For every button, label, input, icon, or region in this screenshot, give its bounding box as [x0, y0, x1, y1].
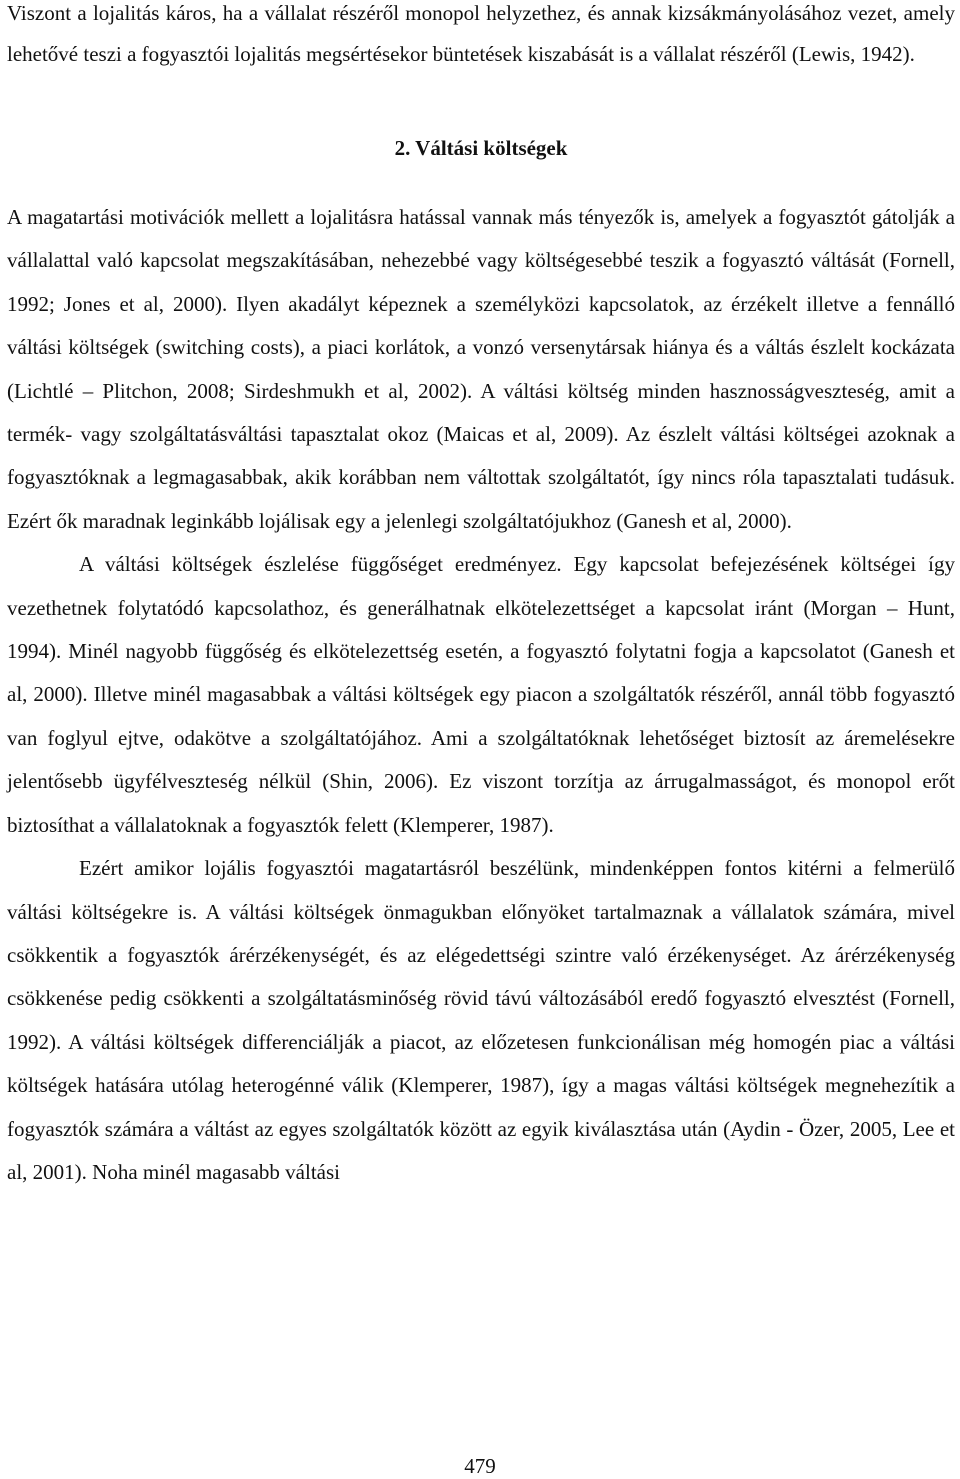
- section-heading: 2. Váltási költségek: [394, 136, 568, 160]
- paragraph-loyal-behaviour: Ezért amikor lojális fogyasztói magatartásról beszélünk, mindenképpen fontos kitérni a felmerülő váltási költségekre is. A váltási költségek önmagukban előnyöket tartalmaznak a vállalatok számára, mivel csökkentik a fogyasztók árérzékenységét, és az elégedettségi szintre való érzékenységet. Az árérzékenység csökkenése pedig csökkenti a szolgáltatásminőség rövid távú változásából eredő fogyasztó elvesztést (Fornell, 1992). A váltási költségek differenciálják a piacot, az előzetesen funkcionálisan még homogén piac a váltási költségek hatására utólag heterogénné válik (Klemperer, 1987), így a magas váltási költségek megnehezítik a fogyasztók számára a váltást az egyes szolgáltatók között az egyik kiválasztása után (Aydin - Özer, 2005, Lee et al, 2001). Noha minél magasabb váltási: [7, 856, 955, 1184]
- document-page: [7, 0, 955, 1194]
- paragraph-dependence: A váltási költségek észlelése függőséget eredményez. Egy kapcsolat befejezésének költségei így vezethetnek folytatódó kapcsolathoz, és generálhatnak elkötelezettséget a kapcsolat iránt (Morgan – Hunt, 1994). Minél nagyobb függőség és elkötelezettség esetén, a fogyasztó folytatni fogja a kapcsolatot (Ganesh et al, 2000). Illetve minél magasabbak a váltási költségek egy piacon a szolgáltatók részéről, annál több fogyasztó van foglyul ejtve, odakötve a szolgáltatójához. Ami a szolgáltatóknak lehetőséget biztosít az áremelésekre jelentősebb ügyfélveszteség nélkül (Shin, 2006). Ez viszont torzítja az árrugalmasságot, és monopol erőt biztosíthat a vállalatoknak a fogyasztók felett (Klemperer, 1987).: [7, 552, 955, 837]
- page-number: 479: [464, 1454, 496, 1478]
- paragraph-switching-costs: A magatartási motivációk mellett a lojalitásra hatással vannak más tényezők is, amelyek a fogyasztót gátolják a vállalattal való kapcsolat megszakításában, nehezebbé vagy költségesebbé teszik a fogyasztó váltását (Fornell, 1992; Jones et al, 2000). Ilyen akadályt képeznek a személyközi kapcsolatok, az érzékelt illetve a fennálló váltási költségek (switching costs), a piaci korlátok, a vonzó versenytársak hiánya és a váltás észlelt kockázata (Lichtlé – Plitchon, 2008; Sirdeshmukh et al, 2002). A váltási költség minden hasznosságveszteség, amit a termék- vagy szolgáltatásváltási tapasztalat okoz (Maicas et al, 2009). Az észlelt váltási költségei azoknak a fogyasztóknak a legmagasabbak, akik korábban nem váltottak szolgáltatót, így nincs róla tapasztalati tudásuk. Ezért ők maradnak leginkább lojálisak egy a jelenlegi szolgáltatójukhoz (Ganesh et al, 2000).: [7, 205, 955, 533]
- paragraph-intro: Viszont a lojalitás káros, ha a vállalat részéről monopol helyzethez, és annak kizsákmányolásához vezet, amely lehetővé teszi a fogyasztói lojalitás megsértésekor büntetések kiszabását is a vállalat részéről (Lewis, 1942).: [7, 1, 955, 66]
